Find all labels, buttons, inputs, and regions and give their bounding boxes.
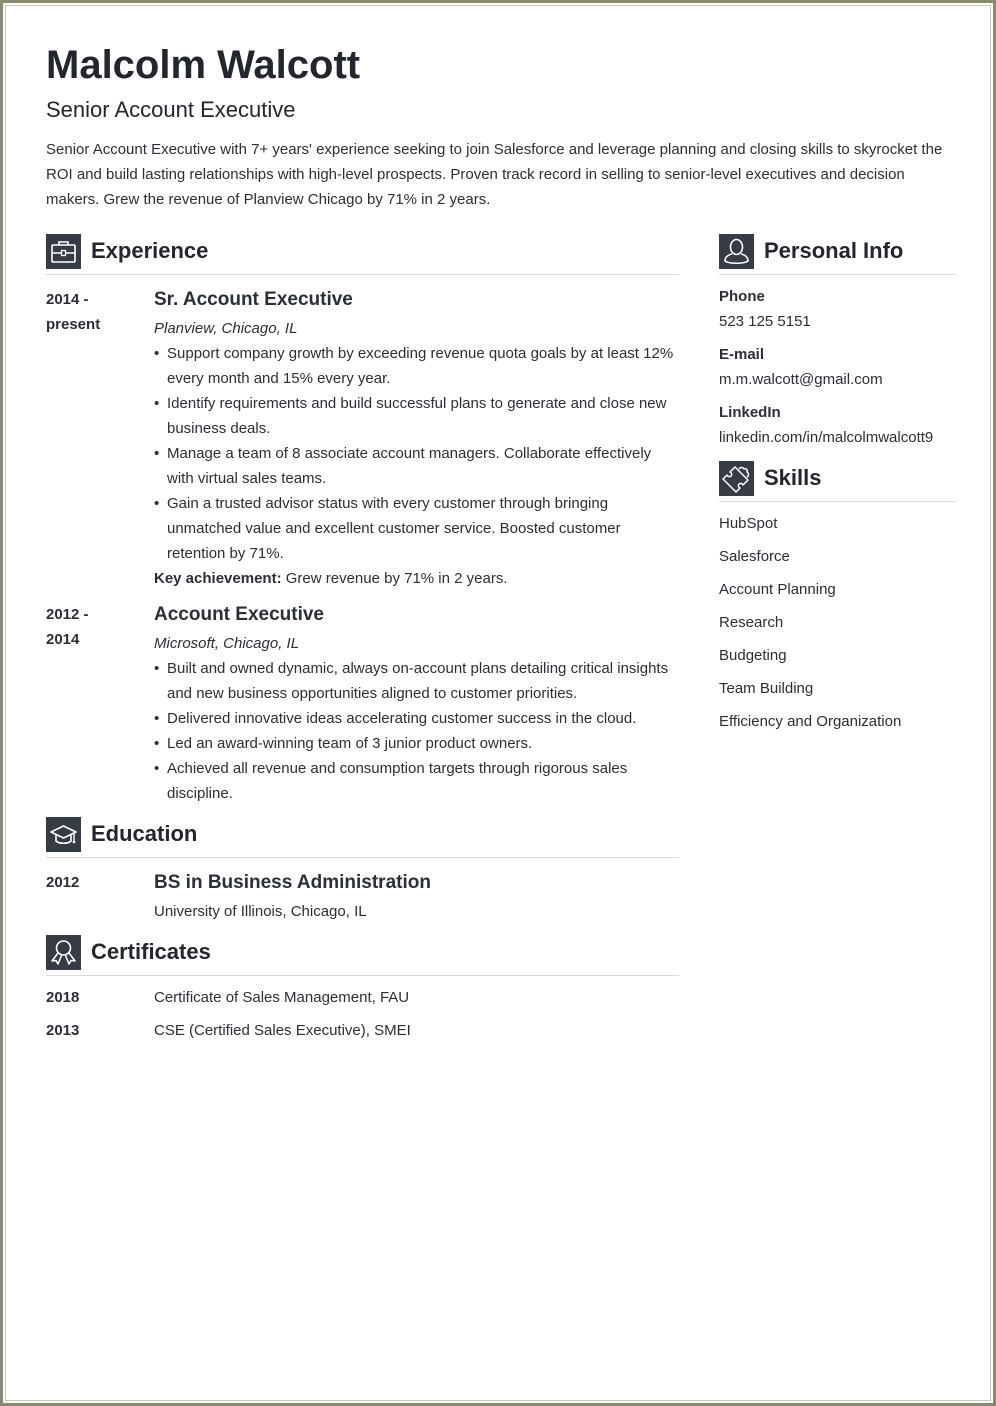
list-item: • Support company growth by exceeding revenue quota goals by at least 12% every month and 15% every year. — [154, 341, 674, 391]
puzzle-piece-icon — [719, 461, 754, 496]
list-item: • Built and owned dynamic, always on-account plans detailing critical insights and new business opportunities aligned to customer priorities. — [154, 656, 674, 706]
linkedin-value[interactable]: linkedin.com/in/malcolmwalcott9 — [719, 429, 934, 446]
list-item: • Gain a trusted advisor status with every customer through bringing unmatched value and excellent customer service. Boosted customer retention by 71%. — [154, 491, 674, 566]
job-2-role: Account Executive — [154, 604, 324, 625]
list-item: • Identify requirements and build successful plans to generate and close new business deals. — [154, 391, 674, 441]
certificates-section-header — [46, 935, 679, 976]
list-item: Team Building — [719, 680, 814, 697]
education-section-header — [46, 817, 679, 858]
summary-paragraph: Senior Account Executive with 7+ years' experience seeking to join Salesforce and leverage planning and closing skills to skyrocket the ROI and build lasting relationships with high-level prospects. Proven track record in selling to senior-level executives and decision makers. Grew the revenue of Planview Chicago by 71% in 2 years. — [46, 141, 943, 208]
certificate-1-name: Certificate of Sales Management, FAU — [154, 989, 410, 1006]
graduation-cap-icon — [46, 817, 81, 852]
person-icon — [719, 234, 754, 269]
certificate-2-name: CSE (Certified Sales Executive), SMEI — [154, 1022, 411, 1039]
skills-heading: Skills — [764, 465, 822, 490]
education-degree: BS in Business Administration — [154, 872, 431, 893]
personal-info-heading: Personal Info — [764, 238, 904, 263]
key-achievement-text: Grew revenue by 71% in 2 years. — [281, 570, 508, 587]
education-heading: Education — [91, 821, 198, 846]
certificate-2-year: 2013 — [46, 1022, 80, 1039]
briefcase-icon — [46, 234, 81, 269]
award-ribbon-icon — [46, 935, 81, 970]
certificates-heading: Certificates — [91, 939, 211, 964]
linkedin-label: LinkedIn — [719, 404, 781, 421]
job-1-role: Sr. Account Executive — [154, 289, 353, 310]
phone-label: Phone — [719, 288, 765, 305]
list-item: • Led an award-winning team of 3 junior product owners. — [154, 731, 674, 756]
email-value[interactable]: m.m.walcott@gmail.com — [719, 371, 883, 388]
job-2-date-start: 2012 - — [46, 606, 89, 623]
list-item: • Manage a team of 8 associate account managers. Collaborate effectively with virtual sales teams. — [154, 441, 674, 491]
phone-value[interactable]: 523 125 5151 — [719, 313, 811, 330]
candidate-name: Malcolm Walcott — [46, 43, 361, 87]
personal-info-section-header — [719, 234, 956, 275]
job-1-dates — [46, 287, 100, 337]
job-2-company: Microsoft, Chicago, IL — [154, 635, 300, 652]
skills-list — [719, 507, 901, 738]
experience-section-header — [46, 234, 679, 275]
job-2-dates — [46, 602, 89, 652]
certificate-1-year: 2018 — [46, 989, 80, 1006]
job-1-bullets — [154, 341, 674, 566]
education-school: University of Illinois, Chicago, IL — [154, 903, 367, 920]
list-item: HubSpot — [719, 515, 778, 532]
education-year: 2012 — [46, 874, 80, 891]
experience-heading: Experience — [91, 238, 209, 263]
list-item: Efficiency and Organization — [719, 713, 902, 730]
list-item: Account Planning — [719, 581, 836, 598]
job-1-company: Planview, Chicago, IL — [154, 320, 298, 337]
job-1-key-achievement — [154, 570, 508, 587]
email-label: E-mail — [719, 346, 765, 363]
job-1-date-end: present — [46, 316, 101, 333]
list-item: Salesforce — [719, 548, 790, 565]
job-1-date-start: 2014 - — [46, 291, 89, 308]
list-item: Research — [719, 614, 784, 631]
key-achievement-label: Key achievement: — [154, 570, 282, 587]
skills-section-header — [719, 461, 956, 502]
list-item: Budgeting — [719, 647, 787, 664]
list-item: • Delivered innovative ideas accelerating customer success in the cloud. — [154, 706, 674, 731]
job-2-date-end: 2014 — [46, 631, 80, 648]
list-item: • Achieved all revenue and consumption targets through rigorous sales discipline. — [154, 756, 674, 806]
candidate-title: Senior Account Executive — [46, 97, 296, 122]
job-2-bullets — [154, 656, 674, 806]
